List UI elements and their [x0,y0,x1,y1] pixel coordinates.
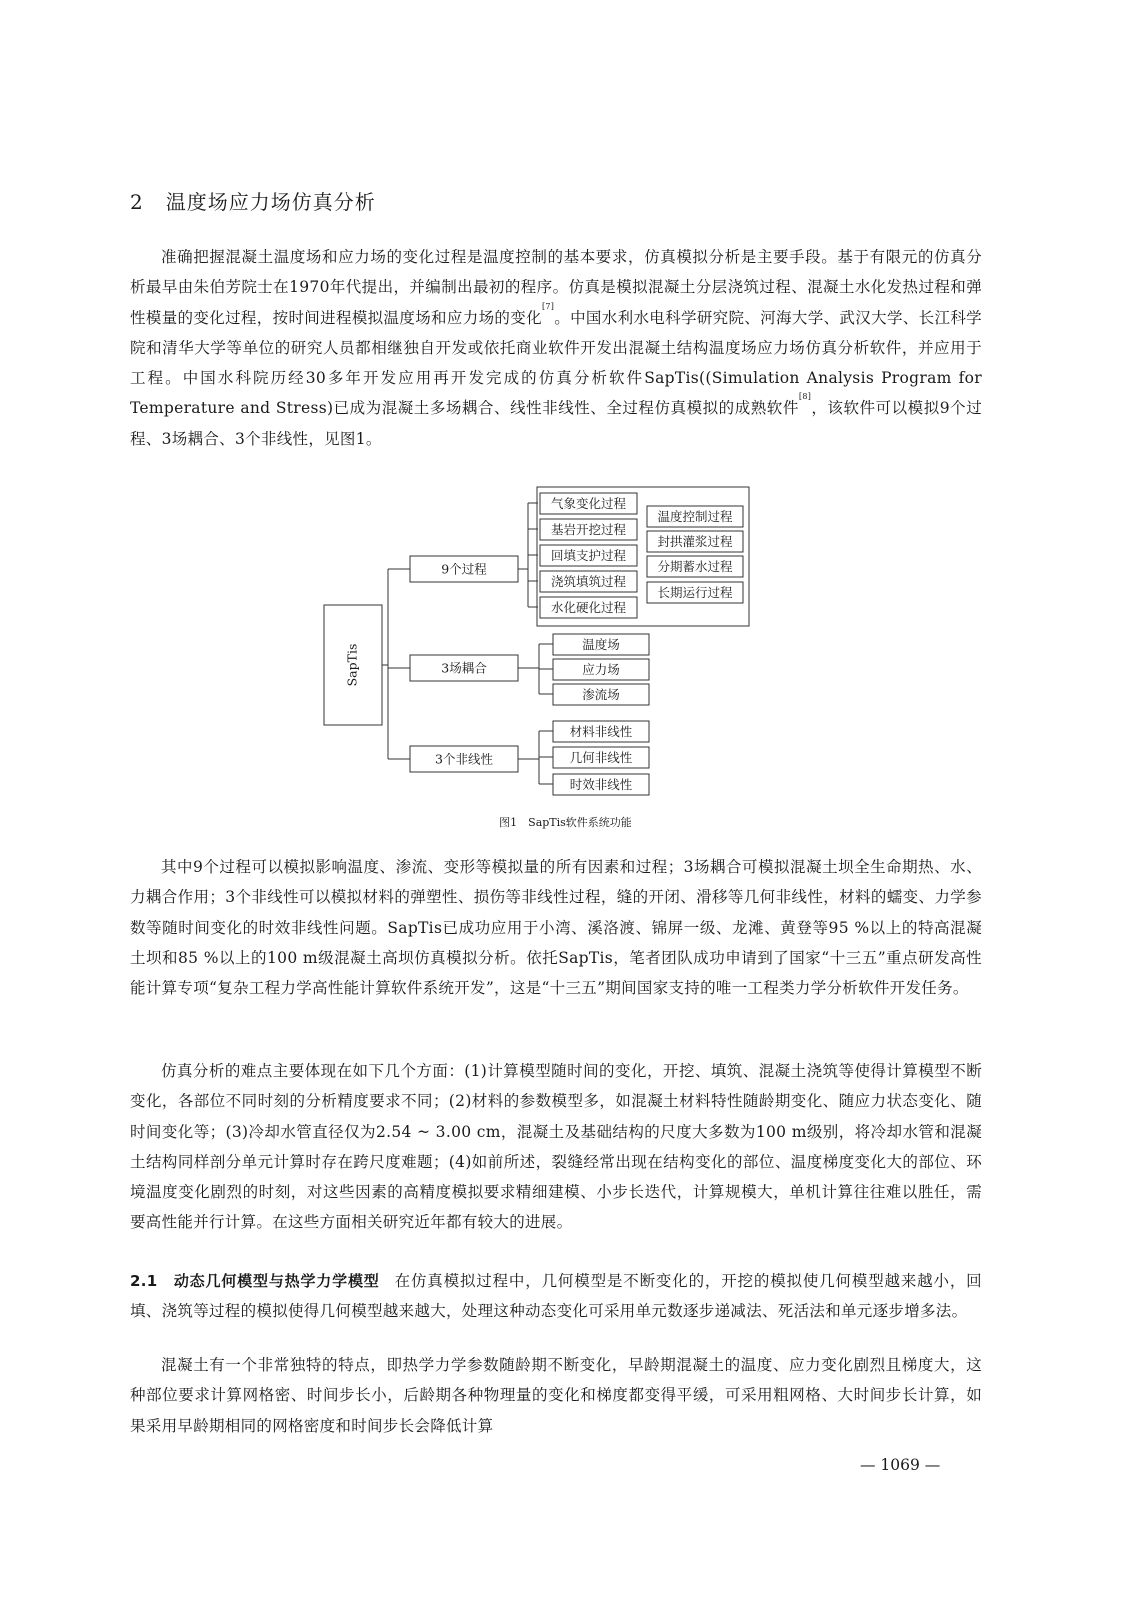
root-label: SapTis [344,643,360,687]
process-item: 封拱灌浆过程 [657,534,733,549]
citation-8: [8] [798,392,812,402]
branch-processes-label: 9个过程 [441,561,487,577]
field-item: 渗流场 [582,687,620,702]
process-item: 回填支护过程 [550,548,627,563]
section-number: 2 [130,190,144,214]
citation-7: [7] [541,301,555,311]
branch-fields-label: 3场耦合 [441,660,487,676]
nonlinear-item: 时效非线性 [569,777,633,792]
paragraph-capabilities: 其中9个过程可以模拟影响温度、渗流、变形等模拟量的所有因素和过程；3场耦合可模拟混凝土坝全生命期热、水、力耦合作用；3个非线性可以模拟材料的弹塑性、损伤等非线性过程，缝的开闭、滑移等几何非线性，材料的蠕变、力学参数等随时间变化的时效非线性问题。SapTis已成功应用于小湾、溪洛渡、锦屏一级、龙滩、黄登等95 %以上的特高混凝土坝和85 %以上的100 m级混凝土高坝仿真模拟分析。依托SapTis，笔者团队成功申请到了国家“十三五”重点研发高性能计算专项“复杂工程力学高性能计算软件系统开发”，这是“十三五”期间国家支持的唯一工程类力学分析软件开发任务。 [130,858,982,998]
paragraph-difficulties: 仿真分析的难点主要体现在如下几个方面：(1)计算模型随时间的变化，开挖、填筑、混凝土浇筑等使得计算模型不断变化，各部位不同时刻的分析精度要求不同；(2)材料的参数模型多，如混凝土材料特性随龄期变化、随应力状态变化、随时间变化等；(3)冷却水管直径仅为2.54 ~ 3.00 cm，混凝土及基础结构的尺度大多数为100 m级别，将冷却水管和混凝土结构同样剖分单元计算时存在跨尺度难题；(4)如前所述，裂缝经常出现在结构变化的部位、温度梯度变化大的部位、环境温度变化剧烈的时刻，对这些因素的高精度模拟要求精细建模、小步长迭代，计算规模大，单机计算往往难以胜任，需要高性能并行计算。在这些方面相关研究近年都有较大的进展。 [130,1062,982,1232]
paragraph-concrete-properties: 混凝土有一个非常独特的特点，即热学力学参数随龄期不断变化，早龄期混凝土的温度、应力变化剧烈且梯度大，这种部位要求计算网格密、时间步长小，后龄期各种物理量的变化和梯度都变得平缓，可采用粗网格、大时间步长计算，如果采用早龄期相同的网格密度和时间步长会降低计算 [130,1356,982,1435]
nonlinear-item: 材料非线性 [569,724,633,739]
paragraph-subsection-2-1: 2.1 动态几何模型与热学力学模型 在仿真模拟过程中，几何模型是不断变化的，开挖的模拟使几何模型越来越小，回填、浇筑等过程的模拟使得几何模型越来越大，处理这种动态变化可采用单元数逐步递减法、死活法和单元逐步增多法。 [130,1272,982,1321]
nonlinear-item: 几何非线性 [569,750,633,765]
process-item: 基岩开挖过程 [550,522,627,537]
saptis-tree-diagram [320,484,760,804]
process-item: 气象变化过程 [550,496,627,511]
section-title [130,186,376,215]
process-item: 浇筑填筑过程 [550,574,627,589]
process-item: 长期运行过程 [657,585,733,600]
paragraph-intro: 准确把握混凝土温度场和应力场的变化过程是温度控制的基本要求，仿真模拟分析是主要手段。基于有限元的仿真分析最早由朱伯芳院士在1970年代提出，并编制出最初的程序。仿真是模拟混凝土分层浇筑过程、混凝土水化发热过程和弹性模量的变化过程，按时间进程模拟温度场和应力场的变化[7]。中国水利水电科学研究院、河海大学、武汉大学、长江科学院和清华大学等单位的研究人员都相继独自开发或依托商业软件开发出混凝土结构温度场应力场仿真分析软件，并应用于工程。中国水科院历经30多年开发应用再开发完成的仿真分析软件SapTis((Simulation Analysis Program for Temperature and Stress)已成为混凝土多场耦合、线性非线性、全过程仿真模拟的成熟软件[8]，该软件可以模拟9个过程、3场耦合、3个非线性，见图1。 [130,248,983,448]
process-item: 水化硬化过程 [550,600,627,615]
process-item: 分期蓄水过程 [657,559,733,574]
field-item: 应力场 [582,662,620,677]
figure-caption: 图1 SapTis软件系统功能 [499,816,632,829]
subsection-title: 2.1 动态几何模型与热学力学模型 [130,1272,380,1290]
branch-nonlinear-label: 3个非线性 [435,751,493,767]
figure-saptis-diagram [320,484,760,804]
process-item: 温度控制过程 [657,509,733,524]
page-number: — 1069 — [860,1456,941,1474]
field-item: 温度场 [582,637,620,652]
section-heading: 温度场应力场仿真分析 [165,190,376,214]
